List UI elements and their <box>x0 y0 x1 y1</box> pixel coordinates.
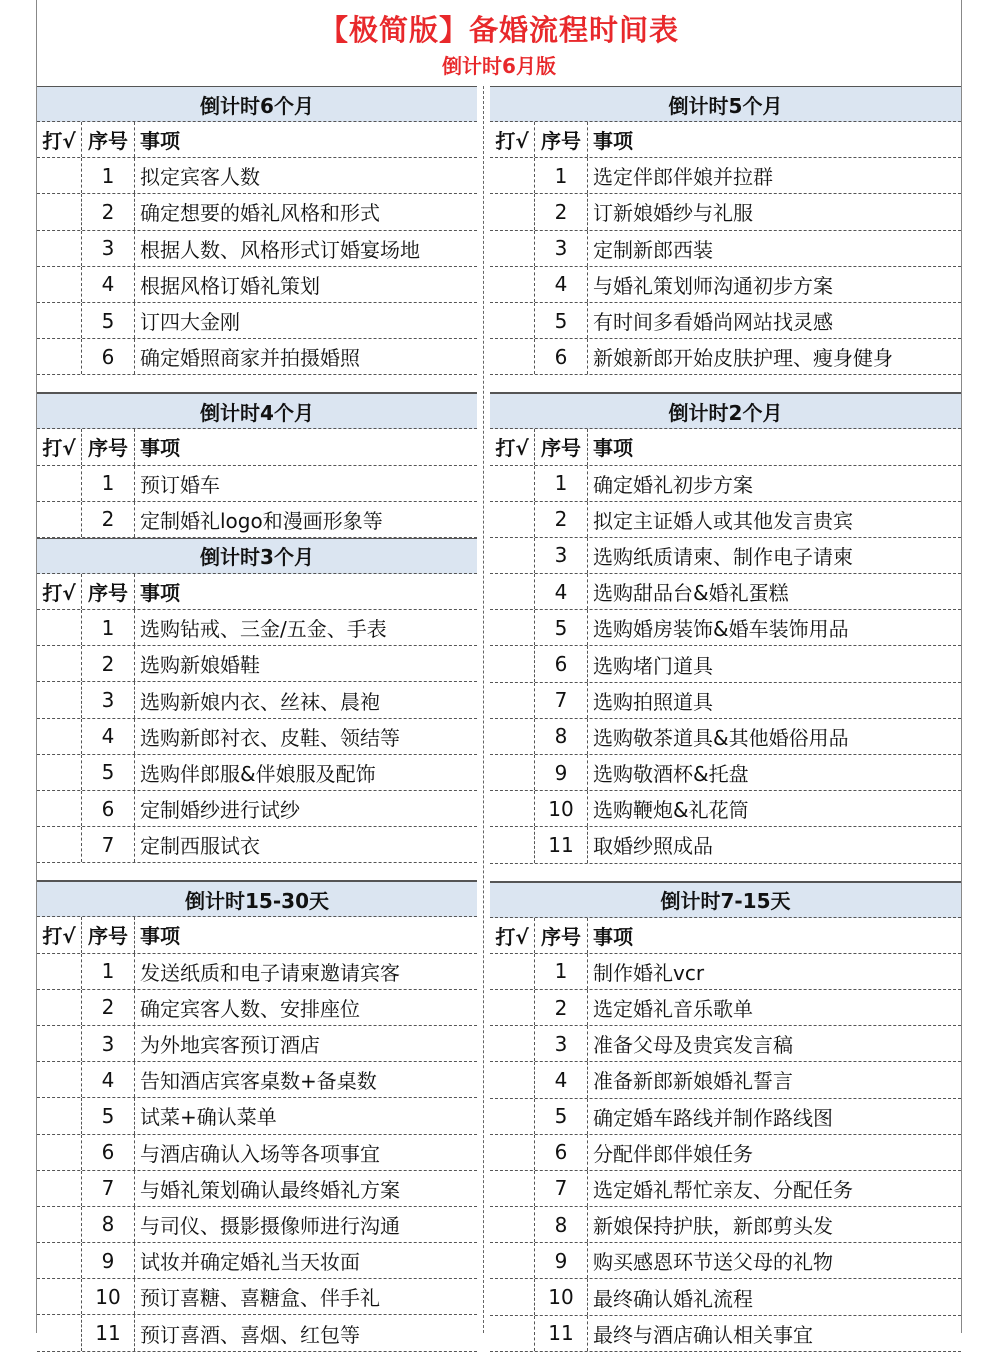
task-number: 11 <box>535 827 588 862</box>
task-text: 订新娘婚纱与礼服 <box>593 201 753 226</box>
task-number: 3 <box>535 538 588 573</box>
task-number: 8 <box>82 1207 135 1242</box>
checkbox-cell[interactable] <box>490 574 535 609</box>
task-text: 根据风格订婚礼策划 <box>140 273 320 298</box>
task-text: 选购敬酒杯&托盘 <box>593 762 749 787</box>
task-text: 准备新郎新娘婚礼誓言 <box>593 1069 793 1094</box>
task-row <box>37 158 477 194</box>
task-text: 选购纸质请柬、制作电子请柬 <box>593 544 853 569</box>
checkbox-cell[interactable] <box>37 791 82 826</box>
task-row <box>490 267 961 303</box>
sheet-border-right <box>961 0 962 1333</box>
task-text: 订四大金刚 <box>140 310 240 335</box>
task-row <box>37 990 477 1026</box>
section-m6 <box>37 86 477 393</box>
task-row <box>490 791 961 827</box>
section-heading: 倒计时5个月 <box>490 86 961 122</box>
checkbox-cell[interactable] <box>490 954 535 989</box>
checkbox-cell[interactable] <box>37 303 82 338</box>
checkbox-cell[interactable] <box>490 1099 535 1134</box>
task-row <box>490 194 961 230</box>
task-text: 选购新郎衬衣、皮鞋、领结等 <box>140 725 400 750</box>
task-number: 2 <box>82 502 135 537</box>
task-number: 1 <box>82 610 135 645</box>
task-row <box>490 954 961 990</box>
task-text: 确定婚照商家并拍摄婚照 <box>140 346 360 371</box>
task-number: 11 <box>535 1316 588 1351</box>
task-text: 根据人数、风格形式订婚宴场地 <box>140 237 420 262</box>
task-number: 7 <box>82 1171 135 1206</box>
task-row <box>37 954 477 990</box>
check-column-header: 打√ <box>490 122 535 157</box>
task-row <box>490 1171 961 1207</box>
checkbox-cell[interactable] <box>37 1207 82 1242</box>
checkbox-cell[interactable] <box>490 719 535 754</box>
task-number: 4 <box>535 574 588 609</box>
section-heading: 倒计时7-15天 <box>490 882 961 918</box>
task-number: 2 <box>82 990 135 1025</box>
task-row <box>37 646 477 682</box>
checkbox-cell[interactable] <box>490 1279 535 1314</box>
task-number: 1 <box>82 158 135 193</box>
task-number: 4 <box>535 1062 588 1097</box>
task-number: 7 <box>535 1171 588 1206</box>
checkbox-cell[interactable] <box>490 1026 535 1061</box>
checkbox-cell[interactable] <box>37 231 82 266</box>
check-column-header: 打√ <box>490 918 535 953</box>
checkbox-cell[interactable] <box>490 303 535 338</box>
task-text: 拟定宾客人数 <box>140 165 260 190</box>
task-row <box>37 1207 477 1243</box>
task-row <box>37 1171 477 1207</box>
number-column-header: 序号 <box>535 429 588 464</box>
task-text: 选定婚礼帮忙亲友、分配任务 <box>593 1177 853 1202</box>
task-text: 选定伴郎伴娘并拉群 <box>593 165 773 190</box>
task-text: 取婚纱照成品 <box>593 834 713 859</box>
checkbox-cell[interactable] <box>37 954 82 989</box>
task-text: 新娘新郎开始皮肤护理、瘦身健身 <box>593 346 893 371</box>
task-number: 5 <box>535 1099 588 1134</box>
number-column-header: 序号 <box>535 122 588 157</box>
section-m4 <box>37 393 477 538</box>
task-number: 6 <box>82 1135 135 1170</box>
number-column-header: 序号 <box>82 574 135 609</box>
checkbox-cell[interactable] <box>490 194 535 229</box>
task-row <box>37 1062 477 1098</box>
task-number: 2 <box>535 502 588 537</box>
check-column-header: 打√ <box>37 574 82 609</box>
task-text: 与司仪、摄影摄像师进行沟通 <box>140 1213 400 1238</box>
task-row <box>37 610 477 646</box>
number-column-header: 序号 <box>82 917 135 952</box>
task-row <box>37 1279 477 1315</box>
task-row <box>490 1207 961 1243</box>
column-header-row <box>490 918 961 954</box>
checkbox-cell[interactable] <box>490 990 535 1025</box>
task-row <box>490 339 961 375</box>
task-row <box>490 683 961 719</box>
checkbox-cell[interactable] <box>37 1279 82 1314</box>
item-column-header: 事项 <box>593 436 633 461</box>
checkbox-cell[interactable] <box>37 1062 82 1097</box>
task-number: 2 <box>535 194 588 229</box>
check-column-header: 打√ <box>37 917 82 952</box>
checkbox-cell[interactable] <box>37 1026 82 1061</box>
task-text: 发送纸质和电子请柬邀请宾客 <box>140 960 400 985</box>
task-row <box>37 1026 477 1062</box>
task-row <box>490 719 961 755</box>
checkbox-cell[interactable] <box>490 267 535 302</box>
checkbox-cell[interactable] <box>490 1207 535 1242</box>
task-text: 选购伴郎服&伴娘服及配饰 <box>140 761 376 786</box>
task-row <box>37 719 477 755</box>
task-number: 6 <box>82 791 135 826</box>
task-text: 选购敬茶道具&其他婚俗用品 <box>593 725 849 750</box>
task-number: 3 <box>82 231 135 266</box>
task-number: 1 <box>535 158 588 193</box>
task-row <box>490 1026 961 1062</box>
number-column-header: 序号 <box>535 918 588 953</box>
checkbox-cell[interactable] <box>37 194 82 229</box>
task-row <box>37 682 477 718</box>
task-number: 5 <box>82 755 135 790</box>
column-divider <box>483 86 485 1333</box>
checkbox-cell[interactable] <box>490 502 535 537</box>
task-text: 选购拍照道具 <box>593 689 713 714</box>
section-heading: 倒计时4个月 <box>37 393 477 429</box>
section-m3 <box>37 538 477 882</box>
section-spacer <box>490 375 961 393</box>
task-text: 选购新娘婚鞋 <box>140 653 260 678</box>
task-row <box>37 1098 477 1134</box>
task-text: 最终与酒店确认相关事宜 <box>593 1322 813 1347</box>
task-row <box>490 1135 961 1171</box>
task-row <box>490 827 961 863</box>
task-row <box>37 1243 477 1279</box>
column-header-row <box>37 429 477 465</box>
checkbox-cell[interactable] <box>490 339 535 374</box>
task-number: 6 <box>535 339 588 374</box>
task-number: 4 <box>82 267 135 302</box>
task-text: 分配伴郎伴娘任务 <box>593 1141 753 1166</box>
task-number: 10 <box>535 791 588 826</box>
checkbox-cell[interactable] <box>37 719 82 754</box>
task-number: 7 <box>535 683 588 718</box>
checkbox-cell[interactable] <box>490 1135 535 1170</box>
section-heading: 倒计时15-30天 <box>37 881 477 917</box>
section-m2 <box>490 393 961 881</box>
task-row <box>490 1062 961 1098</box>
checkbox-cell[interactable] <box>490 646 535 681</box>
task-text: 选购新娘内衣、丝袜、晨袍 <box>140 689 380 714</box>
task-row <box>490 646 961 682</box>
task-number: 3 <box>535 231 588 266</box>
checkbox-cell[interactable] <box>490 158 535 193</box>
column-header-row <box>37 122 477 158</box>
task-row <box>37 194 477 230</box>
task-row <box>37 303 477 339</box>
checkbox-cell[interactable] <box>490 1171 535 1206</box>
task-row <box>37 755 477 791</box>
checkbox-cell[interactable] <box>490 683 535 718</box>
task-number: 6 <box>535 646 588 681</box>
task-row <box>490 990 961 1026</box>
task-number: 9 <box>82 1243 135 1278</box>
column-header-row <box>490 122 961 158</box>
task-number: 2 <box>535 990 588 1025</box>
section-spacer <box>37 375 477 393</box>
task-row <box>37 827 477 863</box>
section-spacer <box>490 864 961 882</box>
task-text: 定制新郎西装 <box>593 237 713 262</box>
checkbox-cell[interactable] <box>490 791 535 826</box>
task-number: 5 <box>535 610 588 645</box>
checkbox-cell[interactable] <box>37 682 82 717</box>
task-number: 5 <box>535 303 588 338</box>
checkbox-cell[interactable] <box>490 1062 535 1097</box>
task-number: 4 <box>535 267 588 302</box>
task-number: 3 <box>82 1026 135 1061</box>
task-row <box>490 231 961 267</box>
item-column-header: 事项 <box>140 580 180 605</box>
task-number: 3 <box>82 682 135 717</box>
task-number: 6 <box>535 1135 588 1170</box>
checkbox-cell[interactable] <box>490 755 535 790</box>
task-row <box>37 231 477 267</box>
task-number: 4 <box>82 1062 135 1097</box>
checkbox-cell[interactable] <box>490 466 535 501</box>
checkbox-cell[interactable] <box>37 990 82 1025</box>
column-header-row <box>37 574 477 610</box>
task-row <box>37 339 477 375</box>
task-row <box>490 538 961 574</box>
task-row <box>490 1316 961 1352</box>
task-text: 有时间多看婚尚网站找灵感 <box>593 310 833 335</box>
task-text: 预订喜糖、喜糖盒、伴手礼 <box>140 1286 380 1311</box>
task-number: 7 <box>82 827 135 862</box>
task-text: 拟定主证婚人或其他发言贵宾 <box>593 508 853 533</box>
task-text: 与婚礼策划师沟通初步方案 <box>593 273 833 298</box>
task-text: 选购堵门道具 <box>593 653 713 678</box>
task-text: 制作婚礼vcr <box>593 960 705 985</box>
item-column-header: 事项 <box>140 924 180 949</box>
section-d15_30 <box>37 881 477 1351</box>
task-text: 最终确认婚礼流程 <box>593 1286 753 1311</box>
task-number: 1 <box>535 466 588 501</box>
page-header <box>37 0 961 86</box>
task-row <box>37 791 477 827</box>
task-text: 确定婚车路线并制作路线图 <box>593 1105 833 1130</box>
checkbox-cell[interactable] <box>37 646 82 681</box>
checkbox-cell[interactable] <box>490 827 535 862</box>
number-column-header: 序号 <box>82 122 135 157</box>
checkbox-cell[interactable] <box>490 1243 535 1278</box>
task-number: 9 <box>535 1243 588 1278</box>
item-column-header: 事项 <box>140 436 180 461</box>
task-row <box>37 267 477 303</box>
left-column <box>37 86 477 1352</box>
task-text: 选定婚礼音乐歌单 <box>593 997 753 1022</box>
section-heading: 倒计时3个月 <box>37 538 477 574</box>
checkbox-cell[interactable] <box>37 827 82 862</box>
checkbox-cell[interactable] <box>37 610 82 645</box>
check-column-header: 打√ <box>37 429 82 464</box>
task-text: 与酒店确认入场等各项事宜 <box>140 1141 380 1166</box>
task-number: 8 <box>535 1207 588 1242</box>
task-text: 预订喜酒、喜烟、红包等 <box>140 1322 360 1347</box>
checkbox-cell[interactable] <box>37 1098 82 1133</box>
task-text: 选购甜品台&婚礼蛋糕 <box>593 581 789 606</box>
section-heading: 倒计时2个月 <box>490 393 961 429</box>
task-number: 1 <box>535 954 588 989</box>
page-subtitle: 倒计时6月版 <box>442 54 556 78</box>
task-number: 2 <box>82 194 135 229</box>
section-heading: 倒计时6个月 <box>37 86 477 122</box>
checkbox-cell[interactable] <box>37 267 82 302</box>
check-column-header: 打√ <box>490 429 535 464</box>
checkbox-cell[interactable] <box>490 610 535 645</box>
task-row <box>490 574 961 610</box>
task-row <box>490 755 961 791</box>
column-header-row <box>37 917 477 953</box>
checkbox-cell[interactable] <box>37 158 82 193</box>
task-number: 10 <box>535 1279 588 1314</box>
checkbox-cell[interactable] <box>37 339 82 374</box>
task-row <box>37 1135 477 1171</box>
task-number: 2 <box>82 646 135 681</box>
page-title: 【极简版】备婚流程时间表 <box>318 13 679 47</box>
task-text: 定制婚礼logo和漫画形象等 <box>140 508 383 533</box>
checkbox-cell[interactable] <box>490 1316 535 1351</box>
checkbox-cell[interactable] <box>37 1135 82 1170</box>
task-row <box>37 502 477 538</box>
item-column-header: 事项 <box>593 129 633 154</box>
task-number: 5 <box>82 1098 135 1133</box>
task-text: 预订婚车 <box>140 472 220 497</box>
column-header-row <box>490 429 961 465</box>
checkbox-cell[interactable] <box>37 466 82 501</box>
task-number: 3 <box>535 1026 588 1061</box>
number-column-header: 序号 <box>82 429 135 464</box>
task-text: 准备父母及贵宾发言稿 <box>593 1033 793 1058</box>
checkbox-cell[interactable] <box>37 1171 82 1206</box>
checkbox-cell[interactable] <box>37 1243 82 1278</box>
check-column-header: 打√ <box>37 122 82 157</box>
task-text: 为外地宾客预订酒店 <box>140 1033 320 1058</box>
task-number: 1 <box>82 466 135 501</box>
task-text: 试妆并确定婚礼当天妆面 <box>140 1250 360 1275</box>
task-text: 定制西服试衣 <box>140 834 260 859</box>
item-column-header: 事项 <box>593 924 633 949</box>
task-text: 新娘保持护肤，新郎剪头发 <box>593 1214 833 1239</box>
task-text: 告知酒店宾客桌数+备桌数 <box>140 1069 377 1094</box>
checkbox-cell[interactable] <box>490 538 535 573</box>
task-text: 定制婚纱进行试纱 <box>140 798 300 823</box>
task-text: 确定婚礼初步方案 <box>593 472 753 497</box>
checkbox-cell[interactable] <box>37 502 82 537</box>
task-row <box>490 1243 961 1279</box>
task-row <box>490 158 961 194</box>
task-text: 选购钻戒、三金/五金、手表 <box>140 617 387 642</box>
task-text: 确定宾客人数、安排座位 <box>140 996 360 1021</box>
task-row <box>490 610 961 646</box>
task-row <box>37 1315 477 1351</box>
task-number: 6 <box>82 339 135 374</box>
task-number: 4 <box>82 719 135 754</box>
task-text: 购买感恩环节送父母的礼物 <box>593 1250 833 1275</box>
task-row <box>490 1279 961 1315</box>
section-spacer <box>37 863 477 881</box>
task-row <box>490 502 961 538</box>
item-column-header: 事项 <box>140 129 180 154</box>
task-text: 与婚礼策划确认最终婚礼方案 <box>140 1177 400 1202</box>
task-text: 试菜+确认菜单 <box>140 1105 277 1130</box>
task-text: 确定想要的婚礼风格和形式 <box>140 201 380 226</box>
task-row <box>490 303 961 339</box>
task-text: 选购婚房装饰&婚车装饰用品 <box>593 617 849 642</box>
task-number: 9 <box>535 755 588 790</box>
task-row <box>37 466 477 502</box>
task-number: 5 <box>82 303 135 338</box>
task-number: 11 <box>82 1315 135 1350</box>
task-number: 10 <box>82 1279 135 1314</box>
checkbox-cell[interactable] <box>37 1315 82 1350</box>
task-number: 8 <box>535 719 588 754</box>
task-text: 选购鞭炮&礼花筒 <box>593 798 749 823</box>
task-number: 1 <box>82 954 135 989</box>
section-d7_15 <box>490 882 961 1352</box>
checkbox-cell[interactable] <box>37 755 82 790</box>
right-column <box>490 86 961 1352</box>
section-m5 <box>490 86 961 393</box>
task-row <box>490 1099 961 1135</box>
checkbox-cell[interactable] <box>490 231 535 266</box>
task-row <box>490 466 961 502</box>
